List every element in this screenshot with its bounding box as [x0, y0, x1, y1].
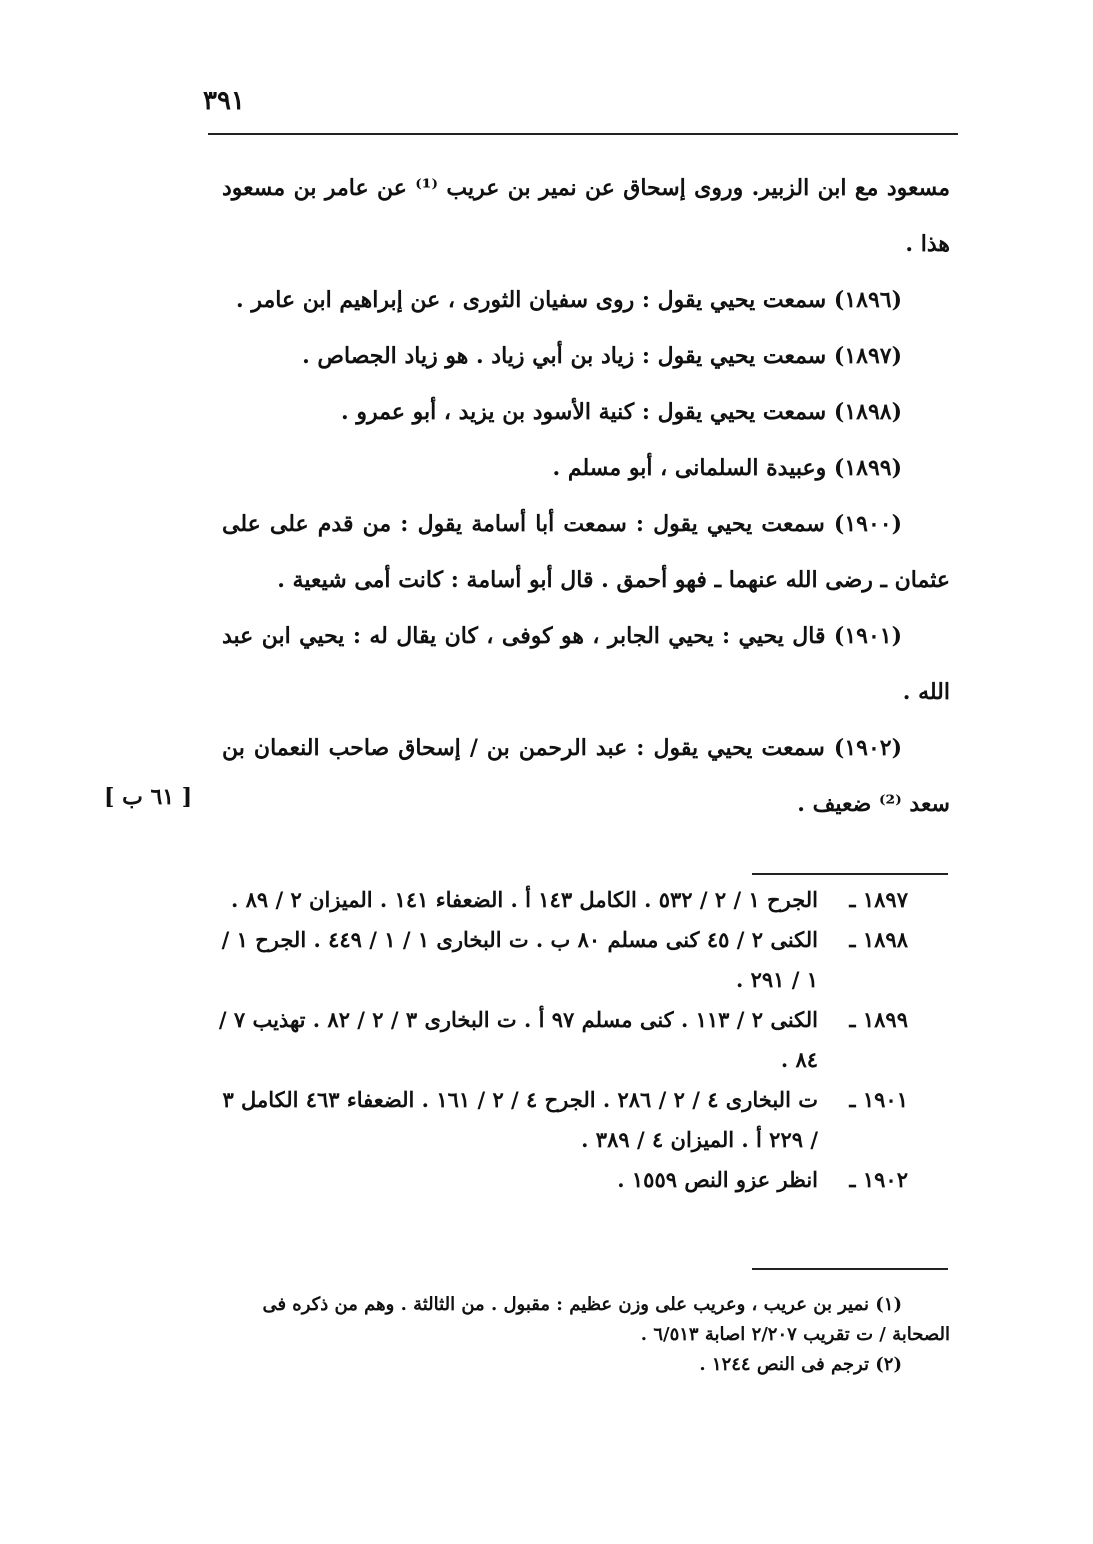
reference-text: الكنى ٢ / ١١٣ . كنى مسلم ٩٧ أ . ت البخارى ٣ / ٢ / ٨٢ . تهذيب ٧ / ٨٤ . [218, 1007, 818, 1072]
manuscript-folio-marker: [ ٦١ ب ] [104, 784, 193, 810]
paragraph-1902: (١٩٠٢) سمعت يحيي يقول : عبد الرحمن بن / إسحاق صاحب النعمان بن سعد ⁽²⁾ ضعيف . [222, 735, 950, 817]
paragraph-1901: (١٩٠١) قال يحيي : يحيي الجابر ، هو كوفى ، كان يقال له : يحيي ابن عبد الله . [222, 623, 950, 705]
reference-text: ت البخارى ٤ / ٢ / ٢٨٦ . الجرح ٤ / ٢ / ١٦١ . الضعفاء ٤٦٣ الكامل ٣ / ٢٢٩ أ . الميزان ٤ / ٣٨٩ . [222, 1087, 818, 1152]
reference-entry [218, 1080, 908, 1160]
reference-number: ١٨٩٧ ـ [849, 887, 908, 912]
main-text [222, 160, 950, 832]
references-list [218, 880, 908, 1200]
reference-number: ١٩٠١ ـ [849, 1087, 908, 1112]
footnotes-rule [752, 1268, 948, 1270]
page-number: ٣٩١ [203, 86, 245, 116]
references-rule [752, 873, 948, 875]
reference-number: ١٨٩٨ ـ [849, 927, 908, 952]
paragraph-1896: (١٨٩٦) سمعت يحيي يقول : روى سفيان الثورى ، عن إبراهيم ابن عامر . [236, 287, 902, 313]
reference-entry [218, 1000, 908, 1080]
reference-entry [218, 880, 908, 920]
reference-text: الكنى ٢ / ٤٥ كنى مسلم ٨٠ ب . ت البخارى ١ / ١ / ٤٤٩ . الجرح ١ / ١ / ٢٩١ . [221, 927, 818, 992]
footnote-1: (١) نمير بن عريب ، وعريب على وزن عظيم : مقبول . من الثالثة . وهم من ذكره فى الصحابة / ت تقريب ٢/٢٠٧ اصابة ٦/٥١٣ . [262, 1294, 950, 1345]
paragraph-1898: (١٨٩٨) سمعت يحيي يقول : كنية الأسود بن يزيد ، أبو عمرو . [341, 399, 902, 425]
paragraph-continuation: مسعود مع ابن الزبير. وروى إسحاق عن نمير بن عريب ⁽¹⁾ عن عامر بن مسعود هذا . [222, 175, 950, 257]
reference-text: انظر عزو النص ١٥٥٩ . [617, 1167, 818, 1192]
reference-entry [218, 1160, 908, 1200]
paragraph-1897: (١٨٩٧) سمعت يحيي يقول : زياد بن أبي زياد . هو زياد الجصاص . [302, 343, 902, 369]
reference-entry [218, 920, 908, 1000]
reference-number: ١٨٩٩ ـ [849, 1007, 908, 1032]
paragraph-1899: (١٨٩٩) وعبيدة السلمانى ، أبو مسلم . [552, 455, 902, 481]
footnotes [200, 1290, 950, 1380]
reference-text: الجرح ١ / ٢ / ٥٣٢ . الكامل ١٤٣ أ . الضعفاء ١٤١ . الميزان ٢ / ٨٩ . [230, 887, 818, 912]
header-rule [208, 133, 958, 135]
paragraph-1900: (١٩٠٠) سمعت يحيي يقول : سمعت أبا أسامة يقول : من قدم على على عثمان ـ رضى الله عنهما ـ فهو أحمق . قال أبو أسامة : كانت أمى شيعية . [222, 511, 950, 593]
reference-number: ١٩٠٢ ـ [849, 1167, 908, 1192]
footnote-2: (٢) ترجم فى النص ١٢٤٤ . [699, 1354, 902, 1375]
